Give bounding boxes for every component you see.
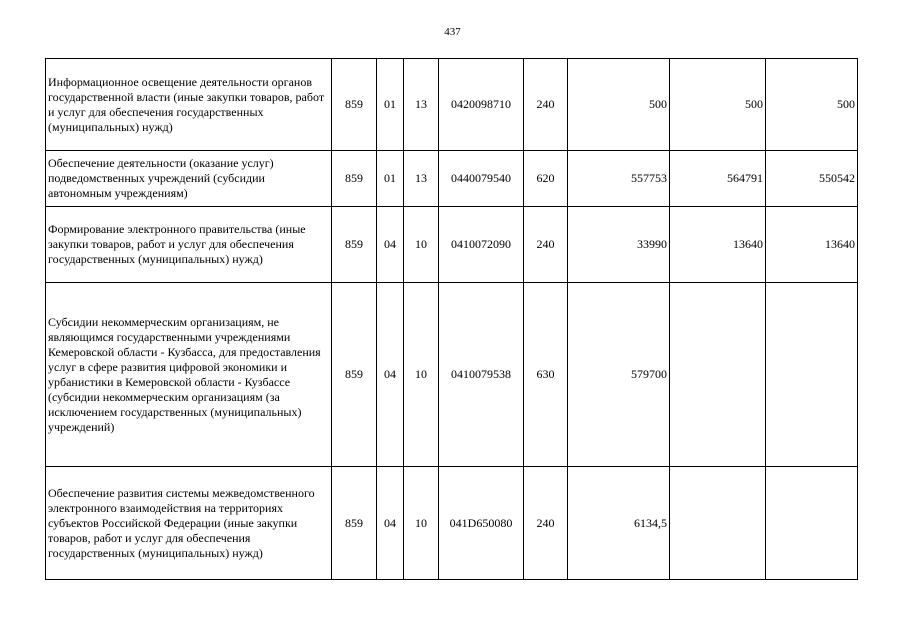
ministry-code: 859 [332,467,377,580]
sum-year-3: 500 [766,59,858,151]
row-name: Обеспечение развития системы межведомственного электронного взаимодействия на территориях субъектов Российской Федерации (иные закупки товаров, работ и услуг для обеспечения государственных (муниципальных) нужд) [46,467,332,580]
sum-year-1: 557753 [568,151,670,207]
expense-type-code: 620 [524,151,568,207]
target-article-code: 0440079540 [439,151,524,207]
subsection-code: 10 [404,283,439,467]
sum-year-3 [766,283,858,467]
row-name: Формирование электронного правительства (иные закупки товаров, работ и услуг для обеспечения государственных (муниципальных) нужд) [46,207,332,283]
expense-type-code: 240 [524,59,568,151]
subsection-code: 10 [404,467,439,580]
page-number: 437 [444,26,461,38]
sum-year-3 [766,467,858,580]
expense-type-code: 630 [524,283,568,467]
sum-year-1: 579700 [568,283,670,467]
table-row [46,59,858,151]
row-name: Информационное освещение деятельности органов государственной власти (иные закупки товаров, работ и услуг для обеспечения государственных (муниципальных) нужд) [46,59,332,151]
sum-year-2 [670,467,766,580]
sum-year-1: 500 [568,59,670,151]
sum-year-3: 13640 [766,207,858,283]
expense-type-code: 240 [524,467,568,580]
expense-type-code: 240 [524,207,568,283]
subsection-code: 13 [404,59,439,151]
ministry-code: 859 [332,283,377,467]
subsection-code: 13 [404,151,439,207]
table-row [46,151,858,207]
row-name: Субсидии некоммерческим организациям, не являющимся государственными учреждениями Кемеровской области - Кузбасса, для предоставления услуг в сфере развития цифровой экономики и урбанистики в Кемеровской области - Кузбассе (субсидии некоммерческим организациям (за исключением государственных (муниципальных) учреждений) [46,283,332,467]
sum-year-3: 550542 [766,151,858,207]
section-code: 04 [377,283,404,467]
subsection-code: 10 [404,207,439,283]
ministry-code: 859 [332,59,377,151]
table-row [46,467,858,580]
section-code: 01 [377,151,404,207]
sum-year-2: 564791 [670,151,766,207]
sum-year-1: 33990 [568,207,670,283]
sum-year-2 [670,283,766,467]
ministry-code: 859 [332,151,377,207]
table-row [46,207,858,283]
sum-year-2: 500 [670,59,766,151]
target-article-code: 0410079538 [439,283,524,467]
sum-year-2: 13640 [670,207,766,283]
table-row [46,283,858,467]
row-name: Обеспечение деятельности (оказание услуг) подведомственных учреждений (субсидии автономным учреждениям) [46,151,332,207]
budget-table [45,58,858,580]
target-article-code: 0410072090 [439,207,524,283]
section-code: 01 [377,59,404,151]
target-article-code: 0420098710 [439,59,524,151]
section-code: 04 [377,207,404,283]
ministry-code: 859 [332,207,377,283]
sum-year-1: 6134,5 [568,467,670,580]
section-code: 04 [377,467,404,580]
target-article-code: 041D650080 [439,467,524,580]
